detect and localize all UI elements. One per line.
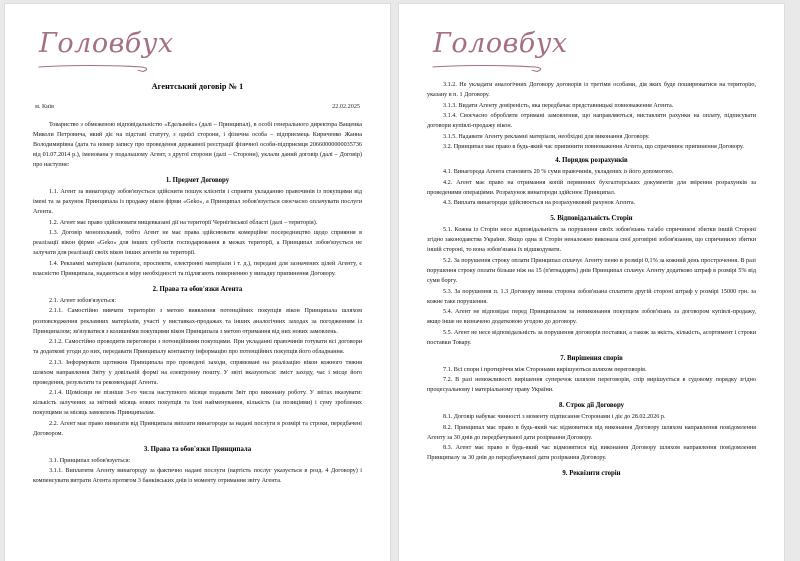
clause-4-3: 4.3. Виплата винагороди здійснюється на розрахунковий рахунок Агента. xyxy=(443,200,636,207)
brand-logo xyxy=(33,26,362,72)
clause-1-3: 1.3. Договір монопольний, тобто Агент не має права здійснювати комерційне посередництво щодо сприяння в реалізації вікон фірми «Geko» для інших суб'єктів господарювання в межах території, а Принципал зобов'язується не залучати для реалізації своїх вікон інших агентів на території. xyxy=(33,230,362,257)
section-heading-4: 4. Порядок розрахунків xyxy=(555,157,628,165)
logo-swash-icon-page2 xyxy=(431,62,551,76)
brand-logo-text-page2: Головбух xyxy=(433,28,568,59)
page-title: Агентський договір № 1 xyxy=(151,82,244,91)
clause-2-1-2: 2.1.2. Самостійно проводити переговори з потенційними покупцями. При укладанні правочинів готувати всі договори та додаткові угоди до них, передавати Принципалу контактну інформацію про потенційних покупців його обладнання. xyxy=(33,339,362,356)
clause-3-2: 3.2. Принципал має право в будь-який час припинити повноваження Агента, що спричинює припинення Договору. xyxy=(443,144,744,151)
document-date: 22.02.2025 xyxy=(332,103,360,110)
section-heading-8: 8. Строк дії Договору xyxy=(558,402,625,410)
clause-2-2: 2.2. Агент має право вимагати від Принципала виплати винагороди за надані послуги в розмірі та строки, передбачені Договором. xyxy=(33,420,362,437)
clause-8-3: 8.3. Агент має право в будь-який час відмовитися від виконання Договору шляхом направлення повідомлення Принципалу за 30 днів до передбачуваної дати розірвання Договору. xyxy=(427,445,756,462)
clause-4-1: 4.1. Винагорода Агента становить 20 % суми правочинів, укладених із його допомогою. xyxy=(443,169,674,176)
clause-3-1-4: 3.1.4. Своєчасно обробляти отримані замовлення, що направляються, виставляти рахунки на оплату, підписувати договори купівлі-продажу вікон. xyxy=(427,113,756,130)
section-heading-3: 3. Права та обов'язки Принципала xyxy=(143,445,252,453)
clause-3-1-2: 3.1.2. Не укладати аналогічних Договору договорів із третіми особами, дія яких буде поширюватися на територію, указану в п. 1 Договору. xyxy=(427,82,756,99)
document-meta xyxy=(33,103,362,110)
page-2-content xyxy=(427,80,756,477)
clause-1-4: 1.4. Рекламні матеріали (каталоги, проспекти, електронні матеріали і т. д.), передані для зазначених цілей Агенту, є власністю Принципала, надаються в міру необхідності та підлягають поверненню у випадку припинення Договору. xyxy=(33,260,362,277)
clause-1-1: 1.1. Агент за винагороду зобов'язується здійснити пошук клієнтів і сприяти укладанню правочинів із покупцями від імені та за рахунок Принципала із продажу вікон фірми «Geko», а Принципал зобов'язується своєчасно оплачувати послуги Агента. xyxy=(33,189,362,216)
clause-1-2: 1.2. Агент має право здійснювати вищевказані дії на території Чернігівської області (далі – територія). xyxy=(49,219,318,226)
clause-2-1: 2.1. Агент зобов'язується: xyxy=(49,297,117,304)
clause-4-2: 4.2. Агент має право на отримання копій первинних бухгалтерських документів для звірення розрахунків за проведеними операціями. Розрахунок винагороди здійснює Принципал. xyxy=(427,179,756,196)
clause-3-1: 3.1. Принципал зобов'язується: xyxy=(49,457,131,464)
section-heading-7: 7. Вирішення спорів xyxy=(560,354,623,362)
logo-swash-icon xyxy=(37,62,157,76)
document-city: м. Київ xyxy=(35,103,55,110)
clause-5-2: 5.2. За порушення строку оплати Принципал сплачує Агенту пеню в розмірі 0,1% за кожний день прострочення. В разі порушення строку оплати більше ніж на 15 (п'ятнадцять) днів Принципал сплачує Агенту додатково штраф в розмірі 5% від суми боргу. xyxy=(427,257,756,284)
document-page-2 xyxy=(399,4,784,561)
clause-7-1: 7.1. Всі спори і протиріччя між Сторонами вирішуються шляхом переговорів. xyxy=(443,366,647,373)
clause-7-2: 7.2. В разі неможливості вирішення суперечок шляхом переговорів, спір вирішується в судовому порядку згідно процесуальному і матеріальному праву України. xyxy=(427,377,756,394)
clause-2-1-1: 2.1.1. Самостійно вивчати територію з метою виявлення потенційних покупців вікон Принципала шляхом розповсюдження рекламних матеріалів, участі у виставках-продажах та інших аналогічних заходах за погодженням із Принципалом; зв'язуватися з колишніми покупцями вікон Принципала з метою отримання від них нових замовлень. xyxy=(33,308,362,335)
brand-logo-page2 xyxy=(427,26,756,74)
section-heading-9: 9. Реквізити сторін xyxy=(562,470,621,478)
clause-5-5: 5.5. Агент не несе відповідальність за порушення договорів поставки, а також за якість, кількість, асортимент і строки поставки Товару. xyxy=(427,329,756,346)
clause-8-1: 8.1. Договір набуває чинності з моменту підписання Сторонами і діє до 28.02.2026 р. xyxy=(443,414,666,421)
clause-8-2: 8.2. Принципал має право в будь-який час відмовитися від виконання Договору шляхом направлення повідомлення Агенту за 30 днів до передбачуваної дати розірвання Договору. xyxy=(427,424,756,441)
clause-2-1-4: 2.1.4. Щомісяця не пізніше 3-го числа наступного місяця подавати Звіт про виконану роботу. У звітах вказувати: кількість залучених за звітний місяць нових покупців та їхні найменування, кількість (за позиціями) і суму зроблених покупцями за місяць замовлень Принципалам. xyxy=(33,390,362,417)
clause-3-1-3: 3.1.3. Видати Агенту довіреність, яка передбачає представницькі повноваження Агента. xyxy=(443,102,674,109)
section-heading-2: 2. Права та обов'язки Агента xyxy=(152,285,243,293)
clause-5-3: 5.3. За порушення п. 1.3 Договору винна сторона зобов'язана сплатити другій стороні штраф у розмірі 15000 грн. за кожне таке порушення. xyxy=(427,288,756,305)
section-heading-1: 1. Предмет Договору xyxy=(165,177,230,185)
preamble-paragraph: Товариство з обмеженою відповідальністю «Едельвейс» (далі – Принципал), в особі генерального директора Ващенка Миколи Петровича, який діє на підставі статуту, з однієї сторони, і фізична особа – підприємець Кириченко Жанна Володимирівна (дата та номер запису про проведення державної реєстрації фізичної особи-підприємця 20660000000035736 від 01.07.2014 р.), іменована у подальшому Агент, з другої сторони (далі – Сторони), уклали даний договір (далі – Договір) про наступне: xyxy=(33,122,362,169)
clause-5-1: 5.1. Кожна із Сторін несе відповідальність за порушення своїх зобов'язань та/або спричинені збитки іншій Стороні згідно законодавства України. Якщо одна зі Сторін неналежно виконала свої договірні зобов'язання, що спричинило збитки іншій стороні, то вона зобов'язана їх відшкодувати. xyxy=(427,227,756,254)
brand-logo-text: Головбух xyxy=(39,28,174,59)
document-page-1 xyxy=(5,4,390,561)
clause-2-1-3: 2.1.3. Інформувати щотижня Принципала про проведені заходи, спрямовані на реалізацію вікон кожного тижня шляхом направлення Звіту у довільній формі на електронну пошту. У звіті вказуються: зміст заходу, час і місце його проведення, результати та рекомендації Агента. xyxy=(33,359,362,386)
clause-5-4: 5.4. Агент не відповідає перед Принципалом за невиконання покупцем зобов'язань за договором купівлі-продажу, якщо інше не визначено додатковою угодою до договору. xyxy=(427,309,756,326)
clause-3-1-5: 3.1.5. Надавати Агенту рекламні матеріали, необхідні для виконання Договору. xyxy=(443,133,650,140)
section-heading-5: 5. Відповідальність Сторін xyxy=(550,215,633,223)
clause-3-1-1: 3.1.1. Виплатити Агенту винагороду за фактично надані послуги (вартість послуг указується в розд. 4 Договору) і компенсувати витрати Агента протягом 3 банківських днів із моменту отримання звіту Агента. xyxy=(33,468,362,485)
